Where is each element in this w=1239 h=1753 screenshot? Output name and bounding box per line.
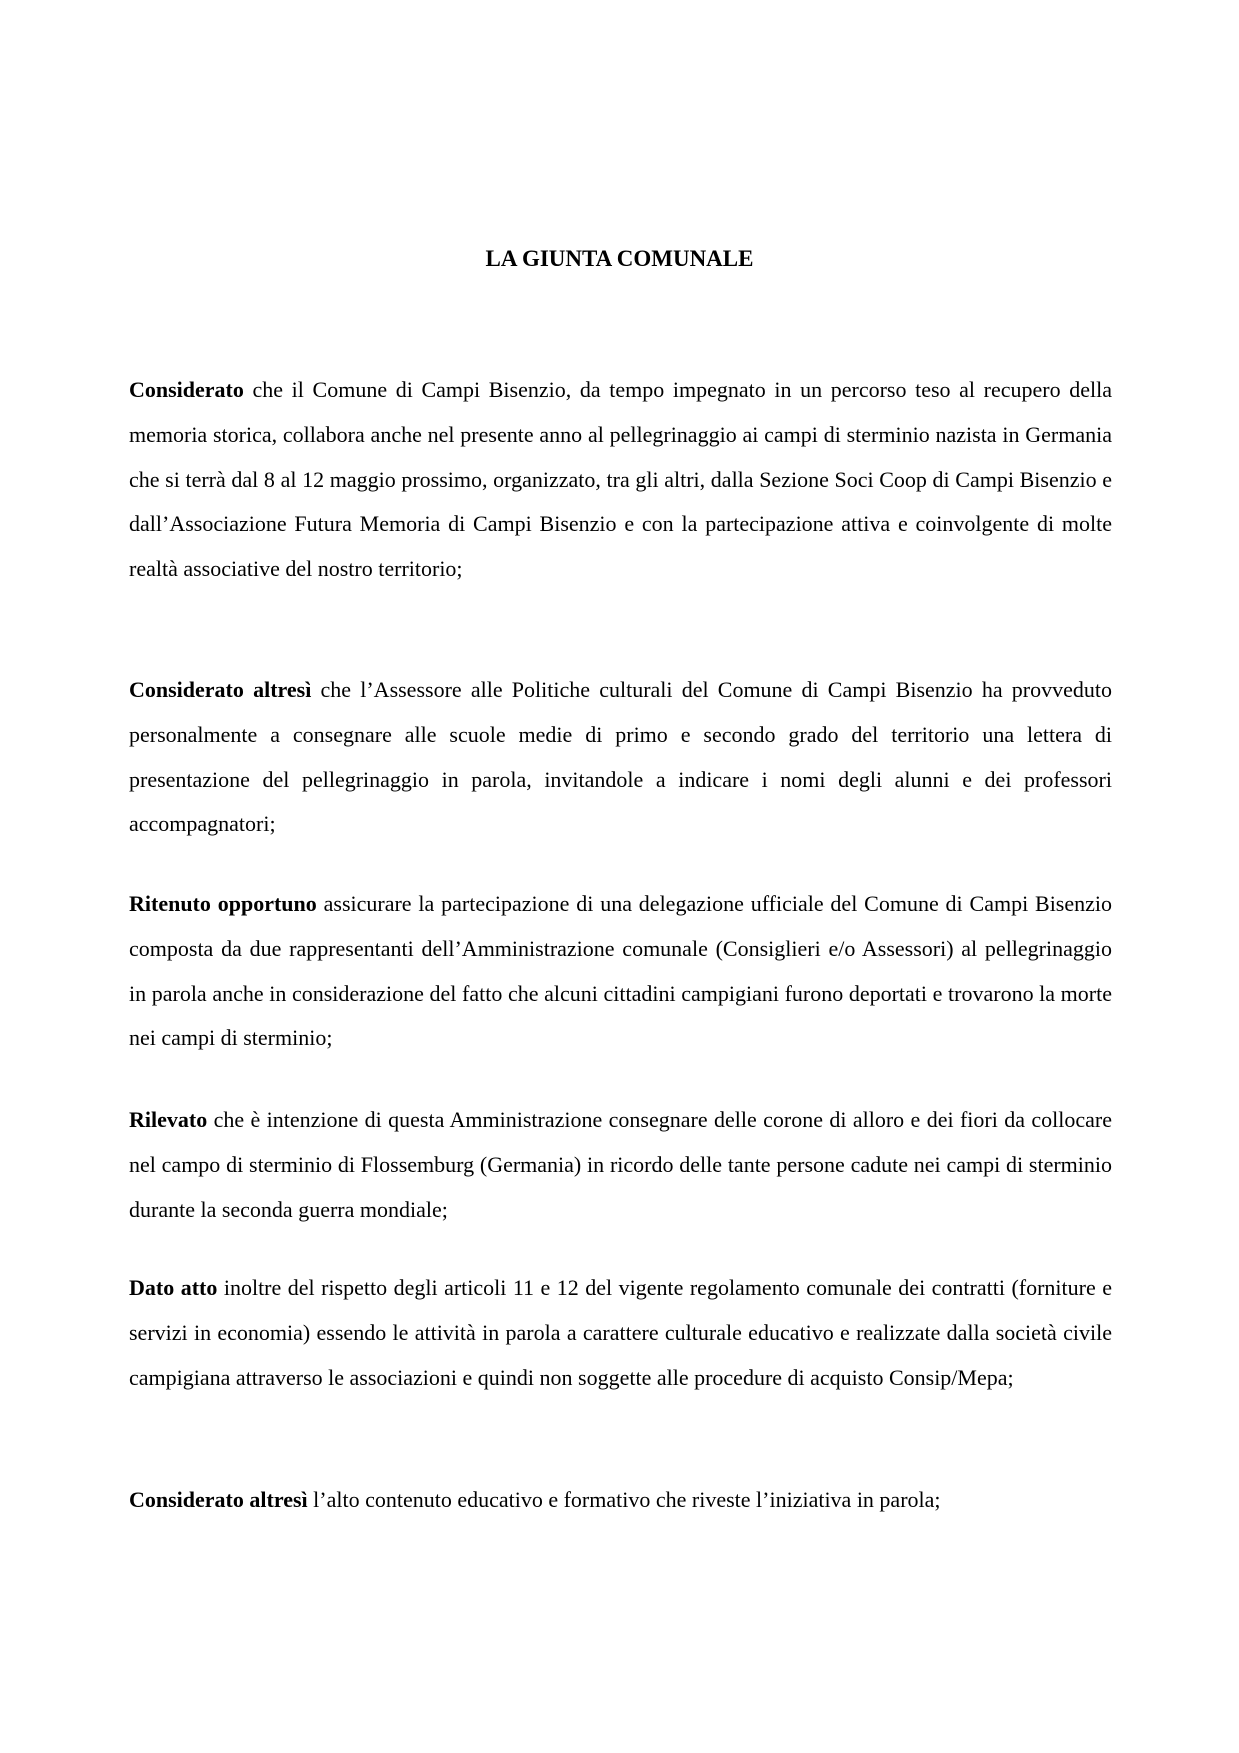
- paragraph-text: che è intenzione di questa Amministrazione consegnare delle corone di alloro e dei fiori da collocare nel campo di sterminio di Flossemburg (Germania) in ricordo delle tante persone cadute nei campi di sterminio durante la seconda guerra mondiale;: [129, 1107, 1112, 1222]
- paragraph-considerato-altresi: [129, 668, 1112, 847]
- paragraph-rilevato: [129, 1098, 1112, 1232]
- paragraph-text: l’alto contenuto educativo e formativo che riveste l’iniziativa in parola;: [307, 1487, 941, 1512]
- paragraph-considerato: [129, 368, 1112, 592]
- paragraph-text: che l’Assessore alle Politiche culturali del Comune di Campi Bisenzio ha provveduto personalmente a consegnare alle scuole medie di primo e secondo grado del territorio una lettera di presentazione del pellegrinaggio in parola, invitandole a indicare i nomi degli alunni e dei professori accompagnatori;: [129, 677, 1112, 837]
- paragraph-dato-atto: [129, 1266, 1112, 1400]
- paragraph-lead: Dato atto: [129, 1275, 218, 1300]
- paragraph-lead: Considerato altresì: [129, 677, 312, 702]
- paragraph-lead: Considerato: [129, 377, 244, 402]
- page-title: LA GIUNTA COMUNALE: [485, 246, 754, 271]
- paragraph-lead: Considerato altresì: [129, 1487, 308, 1512]
- paragraph-considerato-altresi-2: [129, 1478, 1112, 1523]
- paragraph-text: che il Comune di Campi Bisenzio, da tempo impegnato in un percorso teso al recupero della memoria storica, collabora anche nel presente anno al pellegrinaggio ai campi di sterminio nazista in Germania che si terrà dal 8 al 12 maggio prossimo, organizzato, tra gli altri, dalla Sezione Soci Coop di Campi Bisenzio e dall’Associazione Futura Memoria di Campi Bisenzio e con la partecipazione attiva e coinvolgente di molte realtà associative del nostro territorio;: [129, 377, 1112, 582]
- paragraph-ritenuto-opportuno: [129, 882, 1112, 1061]
- paragraph-lead: Ritenuto opportuno: [129, 891, 317, 916]
- paragraph-text: assicurare la partecipazione di una delegazione ufficiale del Comune di Campi Bisenzio composta da due rappresentanti dell’Amministrazione comunale (Consiglieri e/o Assessori) al pellegrinaggio in parola anche in considerazione del fatto che alcuni cittadini campigiani furono deportati e trovarono la morte nei campi di sterminio;: [129, 891, 1113, 1051]
- paragraph-text: inoltre del rispetto degli articoli 11 e 12 del vigente regolamento comunale dei contratti (forniture e servizi in economia) essendo le attività in parola a carattere culturale educativo e realizzate dalla società civile campigiana attraverso le associazioni e quindi non soggette alle procedure di acquisto Consip/Mepa;: [129, 1275, 1112, 1390]
- paragraph-lead: Rilevato: [129, 1107, 208, 1132]
